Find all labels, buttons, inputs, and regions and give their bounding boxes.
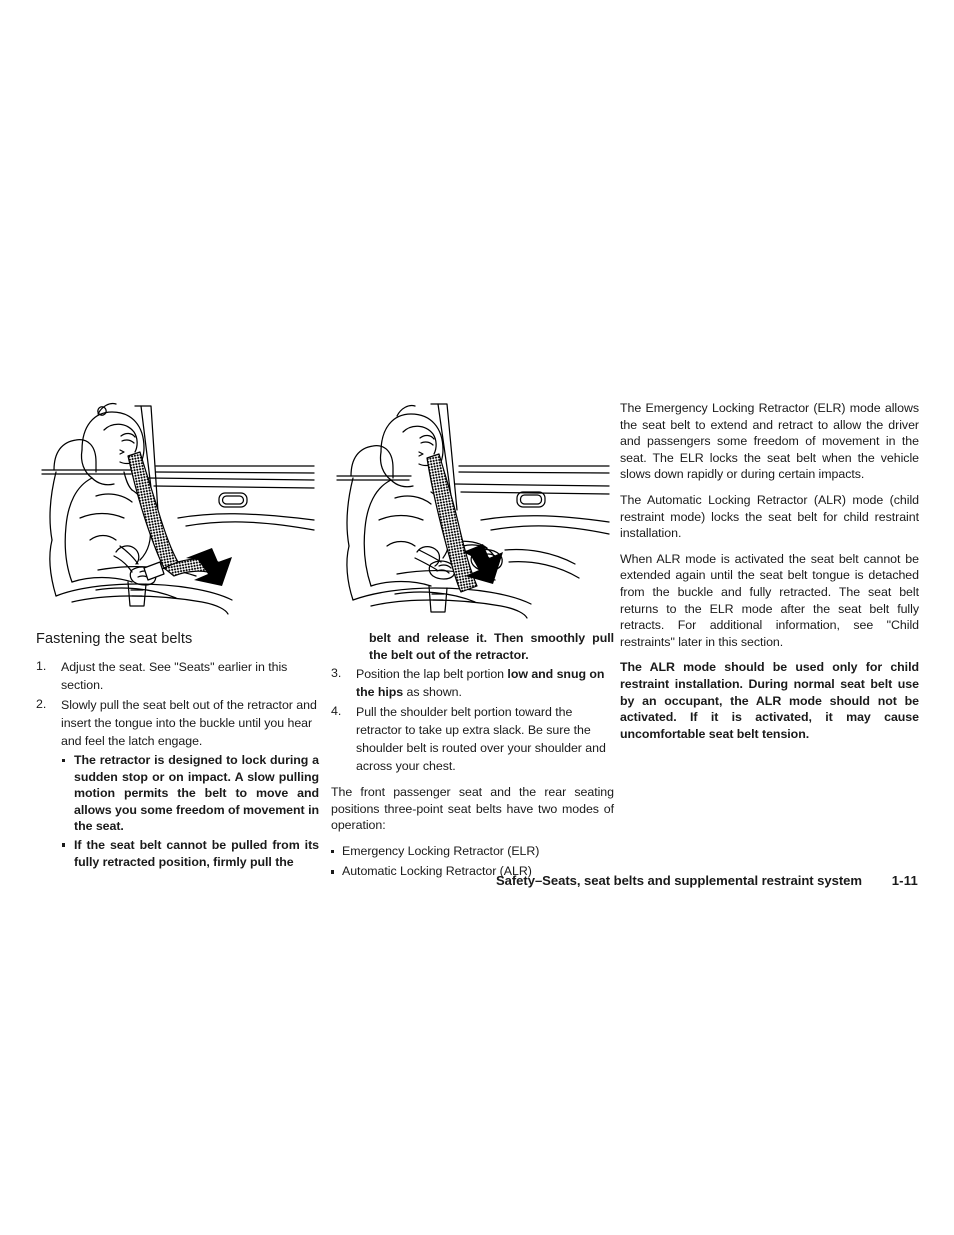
fastening-steps-list-part-one <box>36 658 319 750</box>
retracted-position-note-continuation <box>331 630 614 663</box>
mode-label: Automatic Locking Retractor (ALR) <box>342 864 532 879</box>
step-marker: 2. <box>36 697 47 711</box>
text-column-three <box>620 400 919 742</box>
paragraph-alr-warning: The ALR mode should be used only for child restraint installation. During normal seat belt use by an occupant, the ALR mode should not be activated. If it is activated, it may cause uncomfortable seat belt tension. <box>620 660 919 741</box>
list-item-retracted-position-note <box>61 837 319 870</box>
step-text: Pull the shoulder belt portion toward the retractor to take up extra slack. Be sure the shoulder belt is routed over your shoulder and across your chest. <box>356 705 606 774</box>
bullet-text: The retractor is designed to lock during a sudden stop or on impact. A slow pulling motion permits the belt to move and allows you some freedom of movement in the seat. <box>74 753 319 834</box>
mode-label: Emergency Locking Retractor (ELR) <box>342 843 540 858</box>
paragraph-alr-mode: The Automatic Locking Retractor (ALR) mode (child restraint mode) locks the seat belt for child restraint installation. <box>620 492 919 541</box>
step-marker: 3. <box>331 666 342 681</box>
step-text-lead: Position the lap belt portion <box>356 667 508 682</box>
bullet-continuation-text: belt and release it. Then smoothly pull the belt out of the retractor. <box>369 631 614 662</box>
lap-belt-position-illustration <box>331 400 613 622</box>
footer-page-number: 1-11 <box>891 873 918 888</box>
text-column-one <box>36 630 319 872</box>
step-text: Slowly pull the seat belt out of the retractor and insert the tongue into the buckle until you hear and feel the latch engage. <box>61 698 317 748</box>
square-bullet-icon <box>62 759 65 762</box>
step-text: Adjust the seat. See "Seats" earlier in this section. <box>61 660 288 692</box>
list-item-step-2 <box>36 696 319 750</box>
step-text-emphasis: low and snug on the hips <box>356 667 605 700</box>
list-item-elr-mode <box>331 843 614 861</box>
fastening-seat-belt-illustration <box>36 400 318 622</box>
list-item-step-1 <box>36 658 319 694</box>
step-marker: 4. <box>331 704 342 719</box>
list-item-step-3 <box>331 665 614 701</box>
step-marker: 1. <box>36 659 47 673</box>
paragraph-alr-behavior: When ALR mode is activated the seat belt cannot be extended again until the seat belt tongue is detached from the buckle and fully retracted. The seat belt returns to the ELR mode after the seat belt fully retracts. For additional information, see "Child restraints" later in this section. <box>620 551 919 649</box>
list-item-step-4 <box>331 703 614 775</box>
footer-section-title: Safety–Seats, seat belts and supplemental restraint system <box>495 873 862 888</box>
retractor-warning-bullets <box>36 752 319 870</box>
modes-of-operation-paragraph: The front passenger seat and the rear seating positions three-point seat belts have two modes of operation: <box>331 785 614 833</box>
square-bullet-icon <box>62 843 65 846</box>
list-item-retractor-lock-note <box>61 752 319 835</box>
square-bullet-icon <box>331 850 334 853</box>
page-footer <box>36 872 918 889</box>
step-text-trail: as shown. <box>403 685 462 700</box>
fastening-steps-list-part-two <box>331 665 614 775</box>
bullet-text: If the seat belt cannot be pulled from its fully retracted position, firmly pull the <box>74 837 319 869</box>
section-heading-fastening-the-seat-belts: Fastening the seat belts <box>36 631 193 647</box>
list-item-continuation <box>356 630 614 663</box>
paragraph-elr-mode: The Emergency Locking Retractor (ELR) mode allows the seat belt to extend and retract to allow the driver and passengers some freedom of movement in the seat. The ELR locks the seat belt when the vehicle slows down rapidly or during certain impacts. <box>620 401 919 482</box>
step-text <box>356 667 604 699</box>
text-column-two <box>331 630 614 884</box>
